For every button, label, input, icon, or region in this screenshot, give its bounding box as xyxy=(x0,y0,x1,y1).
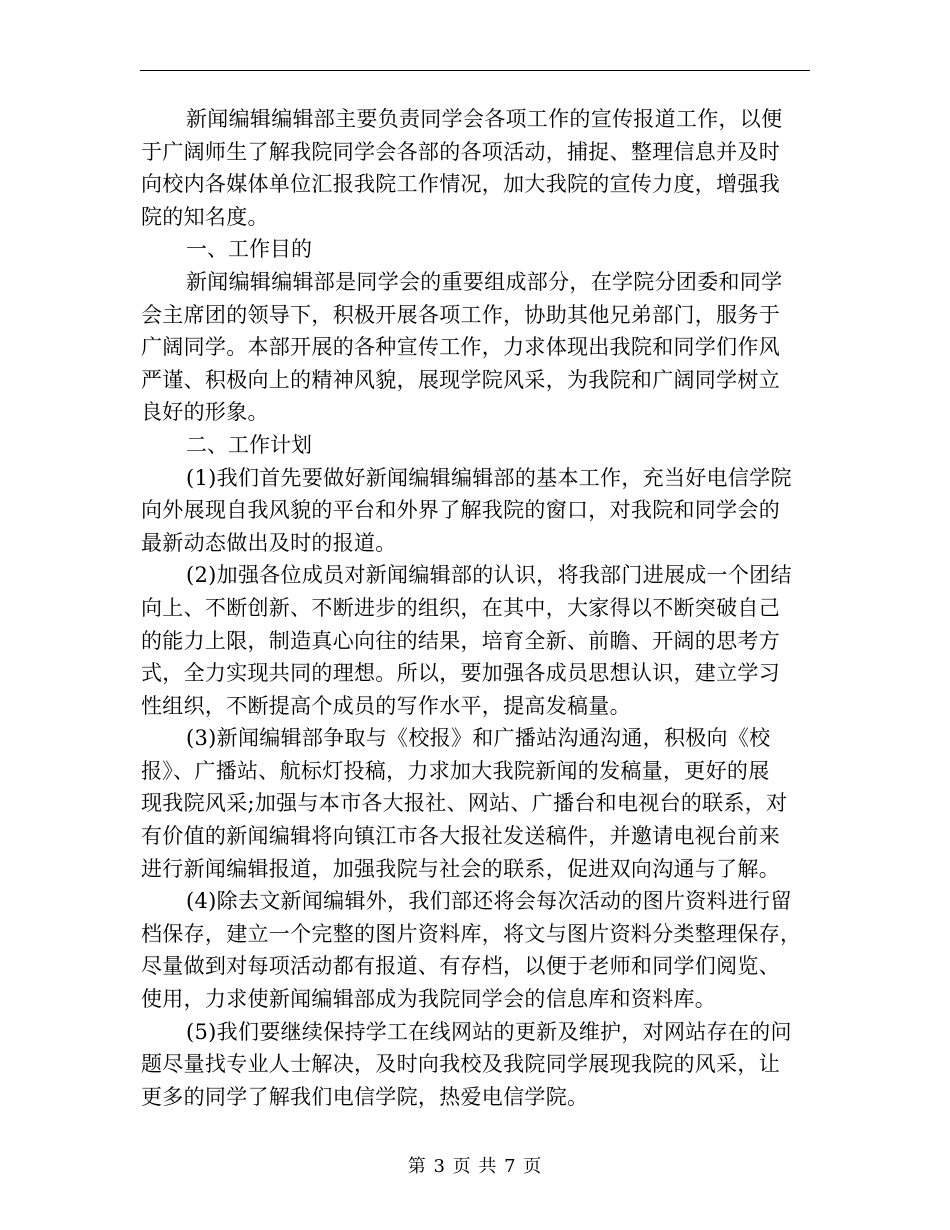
header-rule xyxy=(140,70,810,71)
section-heading-plan: 二、工作计划 xyxy=(186,432,312,457)
section-heading-purpose: 一、工作目的 xyxy=(186,237,312,262)
document-body xyxy=(141,103,809,1113)
plan-item-4: (4)除去文新闻编辑外，我们部还将会每次活动的图片资料进行留 档保存，建立一个完整的图片资料库，将文与图片资料分类整理保存， 尽量做到对每项活动都有报道、有存档，以便于老师和同学们阅览、 使用，力求使新闻编辑部成为我院同学会的信息库和资料库。 xyxy=(141,889,802,1012)
intro-paragraph: 新闻编辑编辑部主要负责同学会各项工作的宣传报道工作，以便 于广阔师生了解我院同学会各部的各项活动，捕捉、整理信息并及时 向校内各媒体单位汇报我院工作情况，加大我院的宣传力度，增强我 院的知名度。 xyxy=(141,107,783,229)
plan-item-5: (5)我们要继续保持学工在线网站的更新及维护，对网站存在的问 题尽量找专业人士解决，及时向我校及我院同学展现我院的风采，让 更多的同学了解我们电信学院，热爱电信学院。 xyxy=(141,1019,792,1109)
plan-item-2: (2)加强各位成员对新闻编辑部的认识，将我部门进展成一个团结 向上、不断创新、不断进步的组织，在其中，大家得以不断突破自己 的能力上限，制造真心向往的结果，培育全新、前瞻、开阔的思考方 式，全力实现共同的理想。所以，要加强各成员思想认识，建立学习 性组织，不断提高个成员的写作水平，提高发稿量。 xyxy=(141,563,792,718)
plan-item-1: (1)我们首先要做好新闻编辑编辑部的基本工作，充当好电信学院 向外展现自我风貌的平台和外界了解我院的窗口，对我院和同学会的 最新动态做出及时的报道。 xyxy=(141,465,792,555)
plan-item-3: (3)新闻编辑部争取与《校报》和广播站沟通沟通，积极向《校 报》、广播站、航标灯投稿，力求加大我院新闻的发稿量，更好的展 现我院风采;加强与本市各大报社、网站、广播台和电视台的联系，对 有价值的新闻编辑将向镇江市各大报社发送稿件，并邀请电视台前来 进行新闻编辑报道，加强我院与社会的联系，促进双向沟通与了解。 xyxy=(141,726,788,881)
purpose-paragraph: 新闻编辑编辑部是同学会的重要组成部分，在学院分团委和同学 会主席团的领导下，积极开展各项工作，协助其他兄弟部门，服务于 广阔同学。本部开展的各种宣传工作，力求体现出我院和同学们作风 严谨、积极向上的精神风貌，展现学院风采，为我院和广阔同学树立 良好的形象。 xyxy=(141,269,783,425)
page-footer: 第 3 页 共 7 页 xyxy=(407,1156,543,1177)
